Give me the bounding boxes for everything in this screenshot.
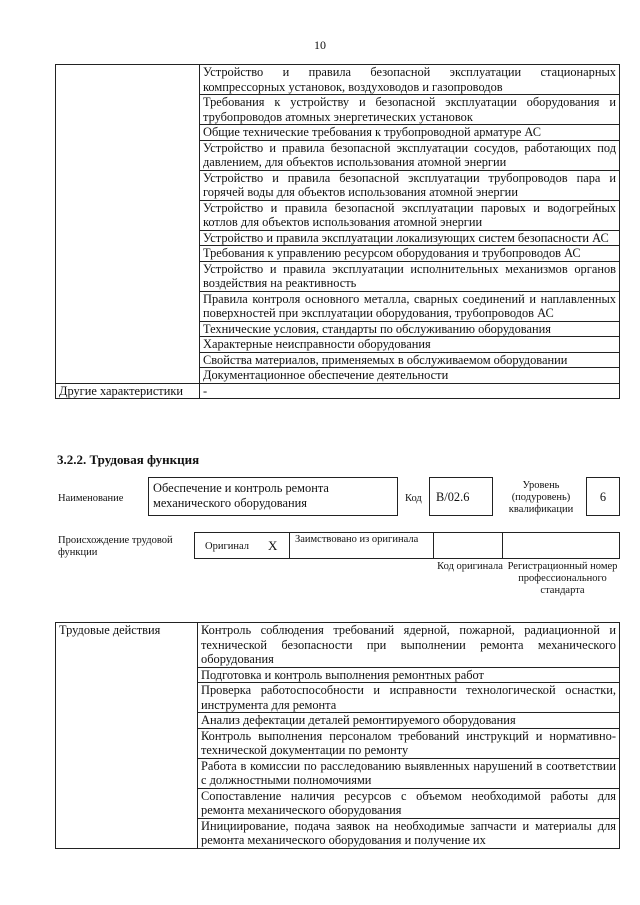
table-cell: Проверка работоспособности и исправности технологической оснастки, инструмента для ремонта (198, 683, 620, 713)
table-row (56, 383, 620, 399)
level-label: Уровень (подуровень) квалификации (508, 480, 574, 515)
origin-label: Происхождение трудовой функции (58, 535, 173, 558)
section-heading: 3.2.2. Трудовая функция (57, 452, 200, 467)
table-cell: Устройство и правила безопасной эксплуатации стационарных компрессорных установок, воздуховодов и газопроводов (200, 65, 620, 95)
requirements-table (55, 64, 620, 399)
code-orig-label: Код оригинала (437, 561, 503, 572)
table-row (56, 65, 620, 95)
page-number: 10 (314, 38, 326, 52)
divider (502, 533, 503, 558)
table-cell: Подготовка и контроль выполнения ремонтных работ (198, 667, 620, 683)
actions-label: Трудовые действия (56, 623, 198, 849)
table-cell: Документационное обеспечение деятельности (200, 368, 620, 384)
level-value-box (586, 477, 620, 516)
table-cell: Устройство и правила эксплуатации локализующих систем безопасности АС (200, 230, 620, 246)
table-cell: Инициирование, подача заявок на необходимые запчасти и материалы для ремонта механического оборудования и получение их (198, 818, 620, 848)
table-cell: Устройство и правила безопасной эксплуатации сосудов, работающих под давлением, для объектов использования атомной энергии (200, 140, 620, 170)
table-cell: Правила контроля основного металла, сварных соединений и наплавленных поверхностей при эксплуатации оборудования, трубопроводов АС (200, 291, 620, 321)
code-label: Код (405, 493, 422, 504)
code-value-box (429, 477, 493, 516)
name-value: Обеспечение и контроль ремонта механического оборудования (153, 481, 329, 510)
level-value: 6 (599, 490, 607, 504)
table-cell: Устройство и правила безопасной эксплуатации трубопроводов пара и горячей воды для объектов использования атомной энергии (200, 170, 620, 200)
table-cell: Контроль соблюдения требований ядерной, пожарной, радиационной и технической безопасности при выполнении ремонта механического оборудования (198, 623, 620, 668)
origin-row (194, 532, 620, 559)
table-cell: Технические условия, стандарты по обслуживанию оборудования (200, 321, 620, 337)
other-characteristics-label: Другие характеристики (56, 383, 200, 399)
name-label: Наименование (58, 493, 124, 504)
table-cell: Свойства материалов, применяемых в обслуживаемом оборудовании (200, 352, 620, 368)
table-cell: Требования к управлению ресурсом оборудования и трубопроводов АС (200, 246, 620, 262)
table-cell: Характерные неисправности оборудования (200, 337, 620, 353)
table-cell: Контроль выполнения персоналом требований инструкций и нормативно-технической документации по ремонту (198, 728, 620, 758)
other-characteristics-value: - (200, 383, 620, 399)
table-cell: Общие технические требования к трубопроводной арматуре АС (200, 125, 620, 141)
table-cell: Устройство и правила эксплуатации исполнительных механизмов органов воздействия на реактивность (200, 261, 620, 291)
original-label: Оригинал (205, 541, 249, 552)
table-row (56, 623, 620, 668)
actions-table (55, 622, 620, 849)
table-cell: Устройство и правила безопасной эксплуатации паровых и водогрейных котлов для объектов использования атомной энергии (200, 200, 620, 230)
reg-number-label: Регистрационный номер профессионального стандарта (507, 561, 618, 596)
original-mark: X (268, 538, 278, 553)
table-cell: Анализ дефектации деталей ремонтируемого оборудования (198, 713, 620, 729)
table-cell: Требования к устройству и безопасной эксплуатации оборудования и трубопроводов атомных энергетических установок (200, 95, 620, 125)
table-cell: Сопоставление наличия ресурсов с объемом необходимой работы для ремонта механического оборудования (198, 788, 620, 818)
divider (289, 533, 290, 558)
code-value: В/02.6 (436, 490, 470, 504)
name-value-box (148, 477, 398, 516)
borrowed-label: Заимствовано из оригинала (295, 534, 419, 545)
table-cell: Работа в комиссии по расследованию выявленных нарушений в соответствии с должностными полномочиями (198, 758, 620, 788)
table-cell-empty (56, 65, 200, 384)
divider (433, 533, 434, 558)
